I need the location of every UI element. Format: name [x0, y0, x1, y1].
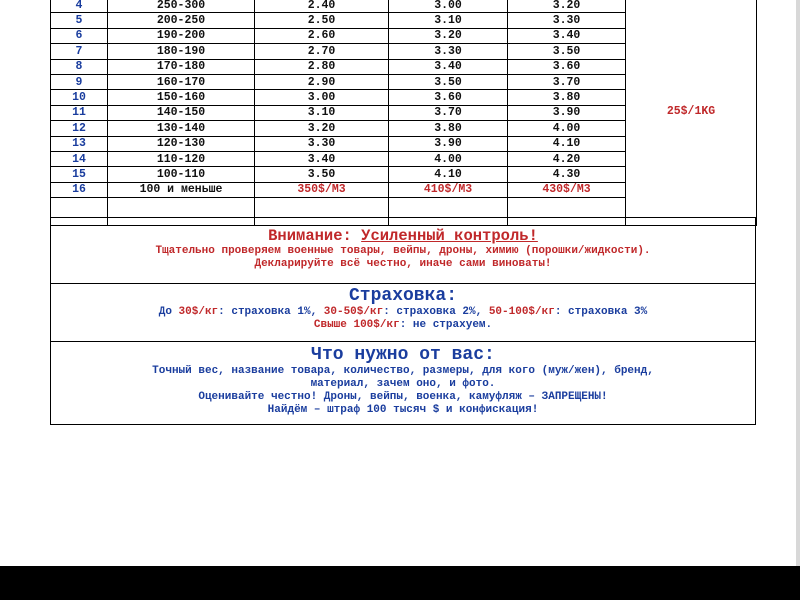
row-number-cell: 15 [51, 167, 108, 182]
rate-cell-2: 3.10 [389, 13, 508, 28]
range-cell: 150-160 [108, 90, 255, 105]
warning-title-emphasis: Усиленный контроль! [361, 227, 538, 245]
rate-cell-1: 2.90 [255, 74, 389, 89]
rate-cell-1: 3.40 [255, 151, 389, 166]
rate-cell-3: 3.50 [508, 44, 626, 59]
insurance-title: Страховка: [348, 286, 458, 306]
ins-text: : не страхуем. [399, 319, 493, 331]
rate-cell-1: 350$/M3 [255, 182, 389, 197]
row-number-cell: 4 [51, 0, 108, 13]
side-rate-cell: 25$/1KG [626, 0, 757, 226]
ins-text: Свыше [313, 319, 354, 331]
rate-cell-1: 2.70 [255, 44, 389, 59]
row-number-cell: 12 [51, 121, 108, 136]
range-cell: 100 и меньше [108, 182, 255, 197]
ins-text: : страховка 3% [554, 306, 648, 318]
range-cell: 140-150 [108, 105, 255, 120]
rate-cell-3: 3.60 [508, 59, 626, 74]
range-cell: 110-120 [108, 151, 255, 166]
ins-value: 30-50$/кг [323, 306, 384, 318]
rate-cell-3: 3.20 [508, 0, 626, 13]
insurance-line-1 [51, 306, 755, 319]
rates-table [50, 0, 757, 226]
row-number-cell: 8 [51, 59, 108, 74]
range-cell: 160-170 [108, 74, 255, 89]
rate-cell-3: 430$/M3 [508, 182, 626, 197]
rate-cell-2: 3.90 [389, 136, 508, 151]
range-cell: 130-140 [108, 121, 255, 136]
requirements-box [50, 342, 756, 425]
requirements-title: Что нужно от вас: [311, 345, 495, 365]
row-number-cell: 13 [51, 136, 108, 151]
table-row [51, 0, 757, 13]
row-number-cell: 11 [51, 105, 108, 120]
rate-cell-2: 4.10 [389, 167, 508, 182]
ins-text: : страховка 2%, [383, 306, 489, 318]
insurance-line-2 [51, 319, 755, 332]
row-number-cell: 10 [51, 90, 108, 105]
range-cell: 250-300 [108, 0, 255, 13]
range-cell: 200-250 [108, 13, 255, 28]
row-number-cell: 14 [51, 151, 108, 166]
rate-cell-1: 3.10 [255, 105, 389, 120]
warning-box [50, 217, 756, 284]
range-cell: 170-180 [108, 59, 255, 74]
rate-cell-2: 3.50 [389, 74, 508, 89]
row-number-cell: 16 [51, 182, 108, 197]
row-number-cell: 5 [51, 13, 108, 28]
rate-cell-1: 2.60 [255, 28, 389, 43]
row-number-cell: 9 [51, 74, 108, 89]
range-cell: 120-130 [108, 136, 255, 151]
rate-cell-1: 3.30 [255, 136, 389, 151]
rate-cell-2: 4.00 [389, 151, 508, 166]
rate-cell-1: 3.00 [255, 90, 389, 105]
warning-title [51, 227, 755, 245]
row-number-cell: 6 [51, 28, 108, 43]
rate-cell-3: 3.40 [508, 28, 626, 43]
rate-cell-2: 3.80 [389, 121, 508, 136]
page-edge-shadow [796, 0, 800, 566]
rate-cell-1: 3.20 [255, 121, 389, 136]
rate-cell-3: 4.00 [508, 121, 626, 136]
requirements-line-2: материал, зачем оно, и фото. [310, 378, 496, 390]
rate-cell-2: 3.30 [389, 44, 508, 59]
rate-cell-3: 3.90 [508, 105, 626, 120]
requirements-line-3: Оценивайте честно! Дроны, вейпы, военка, камуфляж – ЗАПРЕЩЕНЫ! [198, 391, 608, 403]
requirements-line-4: Найдём – штраф 100 тысяч $ и конфискация! [267, 404, 539, 416]
rate-cell-3: 4.30 [508, 167, 626, 182]
rate-cell-1: 2.50 [255, 13, 389, 28]
ins-value: 30$/кг [178, 306, 219, 318]
rate-cell-2: 3.20 [389, 28, 508, 43]
range-cell: 100-110 [108, 167, 255, 182]
rates-table-body [51, 0, 757, 226]
warning-line-1: Тщательно проверяем военные товары, вейпы, дроны, химию (порошки/жидкости). [155, 245, 651, 257]
range-cell: 190-200 [108, 28, 255, 43]
rate-cell-2: 3.70 [389, 105, 508, 120]
ins-text: : страховка 1%, [218, 306, 324, 318]
rate-cell-3: 3.30 [508, 13, 626, 28]
range-cell: 180-190 [108, 44, 255, 59]
rate-cell-2: 410$/M3 [389, 182, 508, 197]
bottom-black-bar [0, 566, 800, 600]
ins-value: 100$/кг [353, 319, 400, 331]
warning-title-prefix: Внимание: [268, 227, 352, 245]
rate-cell-3: 4.20 [508, 151, 626, 166]
rate-cell-1: 2.80 [255, 59, 389, 74]
row-number-cell: 7 [51, 44, 108, 59]
insurance-box [50, 283, 756, 342]
rate-cell-3: 3.70 [508, 74, 626, 89]
warning-line-2: Декларируйте всё честно, иначе сами виноваты! [254, 258, 552, 270]
rate-cell-2: 3.00 [389, 0, 508, 13]
rate-cell-3: 4.10 [508, 136, 626, 151]
rate-cell-2: 3.40 [389, 59, 508, 74]
rate-cell-2: 3.60 [389, 90, 508, 105]
ins-text: До [158, 306, 179, 318]
ins-value: 50-100$/кг [488, 306, 555, 318]
requirements-line-1: Точный вес, название товара, количество, размеры, для кого (муж/жен), бренд, [152, 365, 654, 377]
rate-cell-1: 2.40 [255, 0, 389, 13]
rate-cell-3: 3.80 [508, 90, 626, 105]
rate-cell-1: 3.50 [255, 167, 389, 182]
